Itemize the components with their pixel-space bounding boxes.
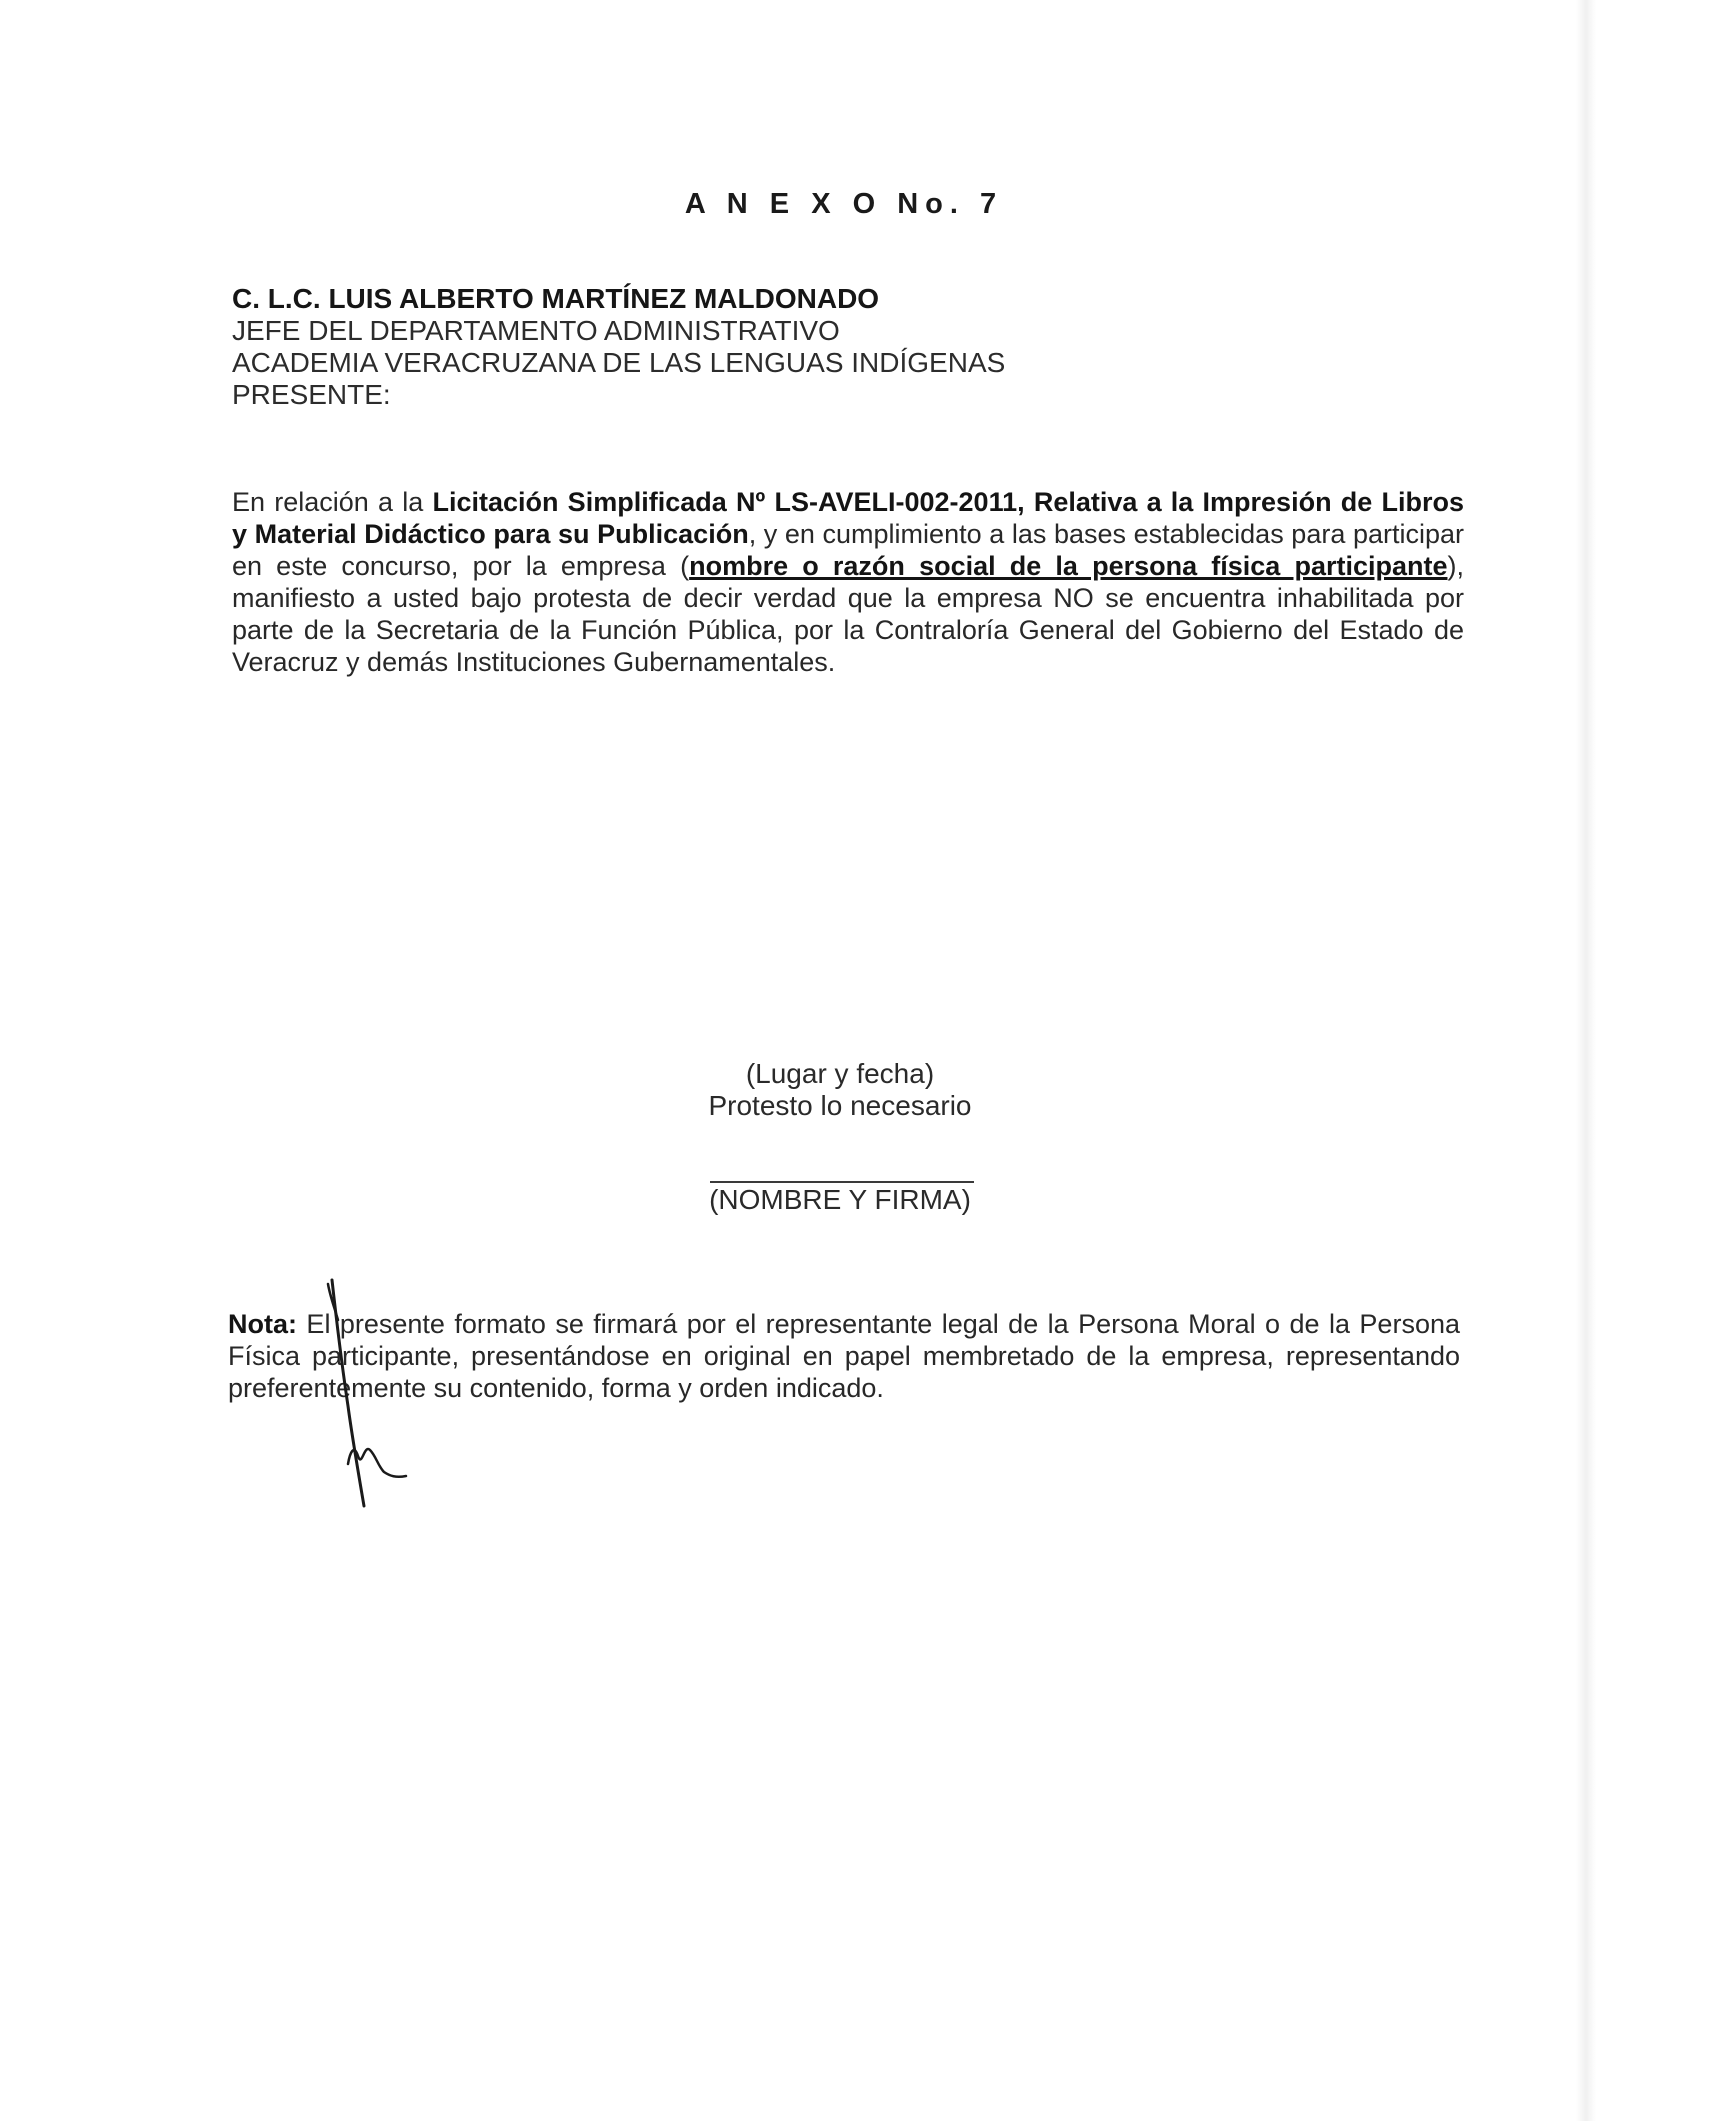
addressee-block	[232, 283, 1005, 411]
body-text-declaration: , manifiesto a usted bajo protesta de decir verdad que la empresa NO se encuentra inhabilitada por parte de la Secretaria de la Función Pública, por la Contraloría General del Gobierno del Estado de Veracruz y demás Instituciones Gubernamentales.	[232, 551, 1464, 677]
note-label: Nota:	[228, 1309, 297, 1339]
signature-block	[640, 1058, 1040, 1122]
addressee-name: C. L.C. LUIS ALBERTO MARTÍNEZ MALDONADO	[232, 283, 880, 314]
paren-close: )	[1447, 551, 1457, 581]
participant-name-placeholder: nombre o razón social de la persona física participante	[689, 551, 1448, 581]
place-date-label: (Lugar y fecha)	[745, 1058, 935, 1089]
scan-edge-shadow	[1576, 0, 1596, 2121]
body-text-middle: , y en cumplimiento a las bases establecidas para participar en este concurso, por la empresa	[232, 519, 1464, 581]
signature-line	[710, 1181, 974, 1183]
note-text: El presente formato se firmará por el representante legal de la Persona Moral o de la Persona Física participante, presentándose en original en papel membretado de la empresa, representando preferentemente su contenido, forma y orden indicado.	[228, 1309, 1460, 1403]
paren-open: (	[680, 551, 690, 581]
protest-label: Protesto lo necesario	[708, 1090, 972, 1121]
addressee-position: JEFE DEL DEPARTAMENTO ADMINISTRATIVO	[232, 315, 840, 346]
handwritten-signature-mark	[318, 1276, 428, 1508]
body-text-intro: En relación a la	[232, 487, 433, 517]
tender-reference: Licitación Simplificada Nº LS-AVELI-002-2011, Relativa a la Impresión de Libros y Material Didáctico para su Publicación	[232, 487, 1464, 549]
addressee-greeting: PRESENTE:	[232, 379, 391, 410]
body-paragraph	[232, 486, 1464, 678]
name-signature-label: (NOMBRE Y FIRMA)	[709, 1184, 971, 1215]
annex-title: A N E X O No. 7	[684, 188, 1004, 220]
addressee-institution: ACADEMIA VERACRUZANA DE LAS LENGUAS INDÍGENAS	[232, 347, 1006, 378]
